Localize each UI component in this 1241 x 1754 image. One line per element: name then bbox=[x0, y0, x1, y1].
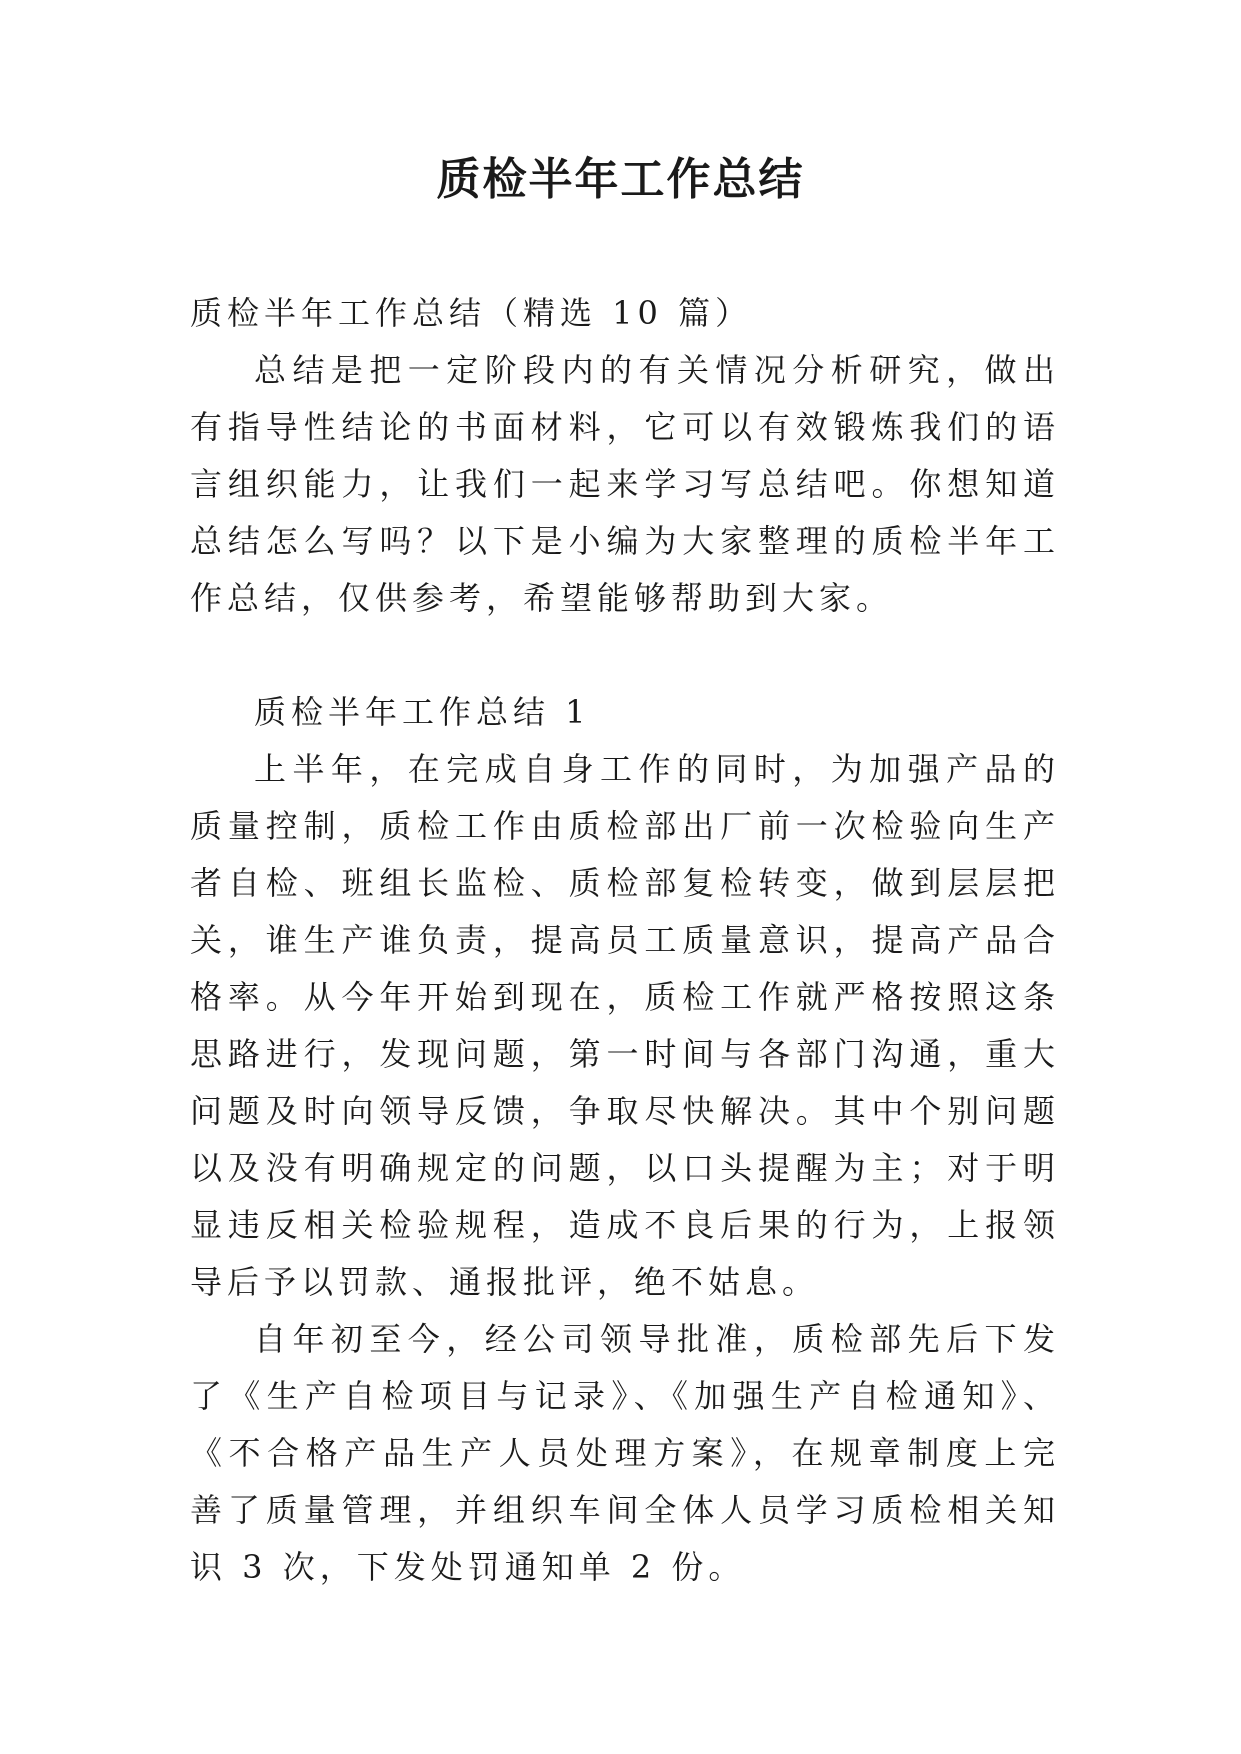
document-body bbox=[190, 285, 1060, 1596]
body-paragraph: 上半年，在完成自身工作的同时，为加强产品的质量控制，质检工作由质检部出厂前一次检验向生产者自检、班组长监检、质检部复检转变，做到层层把关，谁生产谁负责，提高员工质量意识，提高产品合格率。从今年开始到现在，质检工作就严格按照这条思路进行，发现问题，第一时间与各部门沟通，重大问题及时向领导反馈，争取尽快解决。其中个别问题以及没有明确规定的问题，以口头提醒为主；对于明显违反相关检验规程，造成不良后果的行为，上报领导后予以罚款、通报批评，绝不姑息。 bbox=[190, 750, 1060, 1301]
section-heading: 质检半年工作总结 1 bbox=[254, 693, 591, 731]
body-paragraph: 自年初至今，经公司领导批准，质检部先后下发了《生产自检项目与记录》、《加强生产自检通知》、《不合格产品生产人员处理方案》，在规章制度上完善了质量管理，并组织车间全体人员学习质检相关知识 3 次，下发处罚通知单 2 份。 bbox=[190, 1320, 1060, 1586]
document-subtitle: 质检半年工作总结（精选 10 篇） bbox=[190, 294, 753, 332]
intro-paragraph: 总结是把一定阶段内的有关情况分析研究，做出有指导性结论的书面材料，它可以有效锻炼我们的语言组织能力，让我们一起来学习写总结吧。你想知道总结怎么写吗？以下是小编为大家整理的质检半年工作总结，仅供参考，希望能够帮助到大家。 bbox=[190, 351, 1060, 617]
document-title: 质检半年工作总结 bbox=[436, 154, 805, 205]
paragraph-spacer bbox=[190, 627, 1060, 684]
